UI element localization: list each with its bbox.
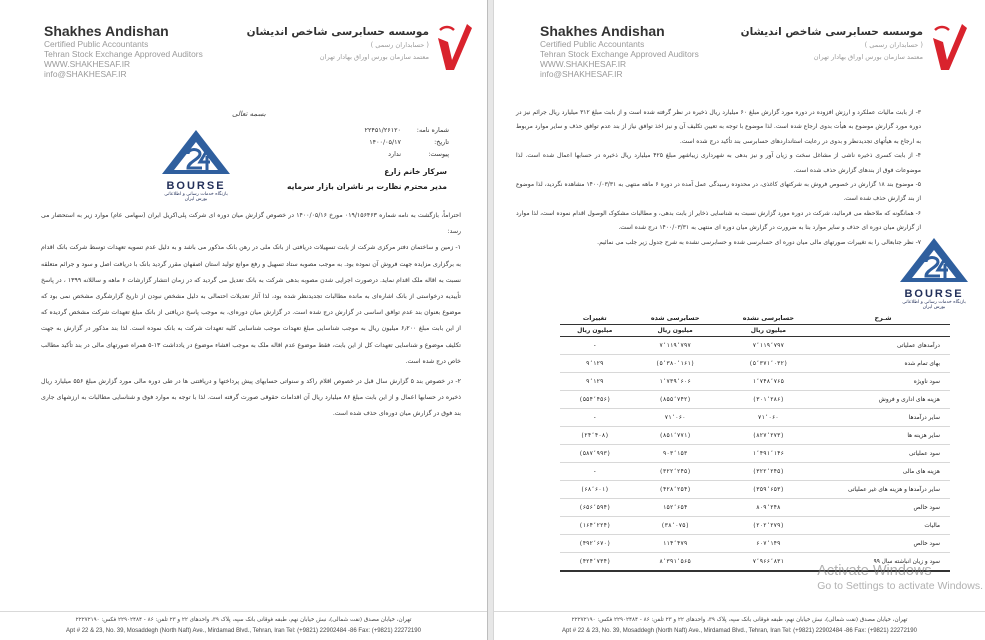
row-label: سایر درآمدها و هزینه های غیر عملیاتی bbox=[816, 481, 950, 499]
row-label: سایر درآمدها bbox=[816, 409, 950, 427]
firm-line: Certified Public Accountants bbox=[540, 39, 645, 49]
paragraph: ۱- زمین و ساختمان دفتر مرکزی شرکت از بابت تسهیلات دریافتی از بانک ملی در رهن بانک مذکور می باشد و به دلیل عدم تسویه تعهدات توسط شرکت بانک اقدام به برگزاری مزایده جهت فروش آن نموده بود. به موجب مصوبه ستاد تسهیل و رفع موانع تولید استان اصفهان مقرر گردید بانک با دریافت اصل و سود و جرائم متعلقه نسبت به اقاله ملک اقدام نماید. درصورت اجرایی شدن مصوبه بدهی شرکت به بانک تعدیل می گردید که در زمان انتشار گزارشات ۶ ماهه و ساللانه ۱۳۹۹ ، در پاسخ تأییدیه درخواستی از بانک اشاره‌ای به مانده مطالبات تجدیدنظر شده بود، لذا آثار تعدیلات احتمالی به دلیل مشخص نبودن از تاریخ گزارشگری مشخص نمی بود که موضوع بعنوان بند عدم توافق اساسی در گزارش درج شده است. در گزارش میان دوره‌ای، به موجب پاسخ دریافتی از بانک مبلغ تعهدات شرکت مشخص گردیده که از این بابت مبلغ ۶٫۲۰۰ میلیون ریال به موجب شناسایی مبلغ تعهدات موجب شناسایی کلیه تعهدات شرکت به بانک نموده است. لذا بند مذکور در گزارش به جهت تکلیف موضوع و شناسایی تعهدات کل از این بابت، فقط موضوع عدم اقاله ملک به موجب افشاء موضوع در یادداشت ۱۳-۵ همراه صورتهای مالی در بند تأکید مطالب خاص درج شده است. bbox=[41, 244, 461, 365]
meta-label: شماره نامه: bbox=[416, 126, 449, 134]
firm-logo-icon bbox=[434, 20, 474, 74]
table-header: حسابرسی نشده bbox=[721, 312, 816, 325]
firm-approved-fa: معتمد سازمان بورس اوراق بهادار تهران bbox=[319, 53, 429, 61]
row-value: ۱٬۷۴۸٬۷۶۵ bbox=[721, 373, 816, 391]
bourse-word: BOURSE bbox=[166, 180, 226, 192]
row-value: - bbox=[560, 337, 630, 355]
footer-address-en: Apt # 22 & 23, No. 39, Mosaddegh (North Naft) Ave., Mirdamad Blvd., Tehran, Iran Tel: (+9821) 22902484 -86 Fax: (+9821) 22272190 bbox=[562, 628, 917, 634]
bismillah: بسمه تعالی bbox=[232, 110, 266, 118]
table-header: حسابرسی شده bbox=[630, 312, 721, 325]
row-value: ۹۰۳٬۱۵۳ bbox=[630, 445, 721, 463]
row-label: سود خالص bbox=[816, 535, 950, 553]
table-header-row bbox=[560, 312, 950, 325]
row-label: بهای تمام شده bbox=[816, 355, 950, 373]
row-value: ۸٬۳۹۱٬۵۶۵ bbox=[630, 553, 721, 572]
letter-body-continued bbox=[516, 106, 921, 250]
row-label: هزینه های مالی bbox=[816, 463, 950, 481]
row-value: (۳۲۲٬۲۴۵) bbox=[721, 463, 816, 481]
firm-subtitle-fa: ( حسابداران رسمی ) bbox=[864, 41, 923, 49]
row-value: ۷٬۹۶۶٬۸۳۱ bbox=[721, 553, 816, 572]
bourse-subtitle: بازنگاه خدمات رسانی و اطلاعاتی بورس ایران bbox=[902, 300, 966, 310]
firm-line: Tehran Stock Exchange Approved Auditors bbox=[540, 49, 699, 59]
table-row bbox=[560, 409, 950, 427]
firm-email: info@SHAKHESAF.IR bbox=[540, 69, 623, 79]
row-value: ۹٬۱۲۹ bbox=[560, 373, 630, 391]
row-value: ۱۱۴٬۴۷۹ bbox=[630, 535, 721, 553]
row-value: (۲۰۲٬۲۷۹) bbox=[721, 517, 816, 535]
row-value: (۵۸۷٬۹۹۳) bbox=[560, 445, 630, 463]
firm-website: WWW.SHAKHESAF.IR bbox=[44, 59, 131, 69]
row-value: ۷۱٬۰۶۰ bbox=[721, 409, 816, 427]
row-value: (۸۵۵٬۷۴۲) bbox=[630, 391, 721, 409]
row-value: ۸۰۹٬۲۴۸ bbox=[721, 499, 816, 517]
paragraph: ۶- همانگونه که ملاحظه می فرمائید، شرکت در دوره مورد گزارش نسبت به شناسایی ذخایر از بابت بدهی، و مطالبات مشکوک الوصول اقدام نموده است، لذا موارد از گزارش میان دوره ای حذف و سایر موارد بنا به ضرورت در گزارش میان دوره ای منتهی به ۱۴۰۰/۰۳/۳۱ درج شده است. bbox=[516, 209, 921, 232]
row-value: ۶۰۷٬۱۴۹ bbox=[721, 535, 816, 553]
paragraph: ۳- از بابت مالیات عملکرد و ارزش افزوده در دوره مورد گزارش مبلغ ۶۰ میلیارد ریال ذخیره در نظر گرفته شده است و از بابت مبلغ ۳۱۲ میلیارد ریال جرائم نیز در دوره مورد گزارش موضوع به هیأت بدوی ارجاع شده است. لذا موضوع با توجه به تعیین تکلیف آن و نیز اخذ توافق نیاز از بند عدم توافق حذف و سایر موارد مربوط به ارجاع به هیأتهای تجدیدنظر و بدوی در رعایت استانداردهای حسابرسی بند تأکید درج شده است. bbox=[516, 109, 921, 145]
row-label: هزینه های اداری و فروش bbox=[816, 391, 950, 409]
footer-address-fa: تهران، خیابان مصدق (نفت شمالی)، نبش خیابان نهم، طبقه فوقانی بانک سپه، پلاک ۳۹، واحدهای ۲۲ و ۲۳ تلفن: ۸۶ - ۲۲۹۰۲۴۸۴ فکس: ۲۲۲۷۲۱۹۰ bbox=[75, 617, 412, 623]
row-value: ۷۱٬۰۶۰ bbox=[630, 409, 721, 427]
table-row bbox=[560, 391, 950, 409]
firm-line: Tehran Stock Exchange Approved Auditors bbox=[44, 49, 203, 59]
row-value: (۳۸٬۰۷۵) bbox=[630, 517, 721, 535]
footer-address-fa: تهران، خیابان مصدق (نفت شمالی)، نبش خیابان نهم، طبقه فوقانی بانک سپه، پلاک ۳۹، واحدهای ۲۲ و ۲۳ تلفن: ۸۶ - ۲۲۹۰۲۴۸۴ فکس: ۲۲۲۷۲۱۹۰ bbox=[571, 617, 908, 623]
bourse-word: BOURSE bbox=[904, 288, 964, 300]
table-header: شـرح bbox=[816, 312, 950, 325]
row-value: (۵٬۳۸۰٬۱۶۱) bbox=[630, 355, 721, 373]
letter-footer bbox=[0, 611, 487, 636]
meta-label: تاریخ: bbox=[434, 138, 449, 146]
letter-page-right bbox=[494, 0, 985, 640]
row-value: (۴۹۲٬۶۷۰) bbox=[560, 535, 630, 553]
bourse-stamp bbox=[898, 236, 970, 308]
header-english bbox=[44, 23, 244, 79]
table-row bbox=[560, 337, 950, 355]
footer-address-en: Apt # 22 & 23, No. 39, Mosaddegh (North Naft) Ave., Mirdamad Blvd., Tehran, Iran Tel: (+9821) 22902484 -86 Fax: (+9821) 22272190 bbox=[66, 628, 421, 634]
watermark-title: Activate Windows bbox=[817, 563, 932, 579]
row-value: (۱۶۴٬۲۲۴) bbox=[560, 517, 630, 535]
row-value: - bbox=[560, 409, 630, 427]
header-persian bbox=[723, 25, 923, 63]
financial-changes-table bbox=[560, 312, 950, 572]
table-row bbox=[560, 535, 950, 553]
letter-footer bbox=[494, 611, 985, 636]
row-value: ۱۵۲٬۶۵۴ bbox=[630, 499, 721, 517]
paragraph: ۲- در خصوص بند ۵ گزارش سال قبل در خصوص اقلام راکد و سنواتی حسابهای پیش پرداختها و دریافتنی ها در طی دوره مالی مورد گزارش مبلغ ۵۵۶ میلیارد ریال ذخیره در حسابها اعمال و از این بابت مبلغ ۸۶ میلیارد ریال آن اقدامات حقوقی صورت گرفته است. لذا با توجه به موارد فوق و شناسایی مطالبات به ارزشهای جاری بند فوق در گزارش میان دوره‌ای حذف شده است. bbox=[41, 378, 461, 418]
row-value: (۳۵۹٬۶۵۳) bbox=[721, 481, 816, 499]
row-value: (۶۵۶٬۵۹۴) bbox=[560, 499, 630, 517]
row-value: ۷٬۱۱۹٬۷۹۷ bbox=[721, 337, 816, 355]
paragraph: ۴- از بابت کسری ذخیره ناشی از مشاغل سخت و زیان آور و نیز بدهی به شهرداری زیباشهر مبلغ ۴۲۵ میلیارد ریال ذخیره در حسابها اعمال شده است. لذا موضوعات فوق از بندهای گزارش حذف شده است. bbox=[516, 152, 921, 174]
firm-subtitle-fa: ( حسابداران رسمی ) bbox=[370, 41, 429, 49]
table-row bbox=[560, 373, 950, 391]
row-value: (۲۴٬۴۰۸) bbox=[560, 427, 630, 445]
firm-name-en: Shakhes Andishan bbox=[540, 23, 665, 39]
row-value: (۸۵۱٬۷۷۱) bbox=[630, 427, 721, 445]
table-header-blank bbox=[816, 325, 950, 337]
row-value: - bbox=[560, 463, 630, 481]
row-value: (۳۲۲٬۲۴۵) bbox=[630, 463, 721, 481]
addressee bbox=[287, 164, 447, 194]
table-unit: میلیون ریال bbox=[721, 325, 816, 337]
letter-page-left bbox=[0, 0, 487, 640]
row-value: (۴۲۴٬۷۳۴) bbox=[560, 553, 630, 572]
table-units-row bbox=[560, 325, 950, 337]
firm-website: WWW.SHAKHESAF.IR bbox=[540, 59, 627, 69]
firm-email: info@SHAKHESAF.IR bbox=[44, 69, 127, 79]
table-header: تغییرات bbox=[560, 312, 630, 325]
firm-line: Certified Public Accountants bbox=[44, 39, 149, 49]
header-english bbox=[540, 23, 740, 79]
firm-logo-icon bbox=[929, 20, 969, 74]
table-unit: میلیون ریال bbox=[630, 325, 721, 337]
paragraph: احتراماً، بازگشت به نامه شماره ۰۱۹/۱۵۶۴۶۳ مورخ ۱۴۰۰/۰۵/۱۶ در خصوص گزارش میان دوره ای شرکت پلی‌اکریل ایران (سهامی عام) موارد زیر به استحضار می رسد: bbox=[41, 212, 461, 236]
row-label: سود و زیان انباشته سال ۹۹ bbox=[816, 553, 950, 572]
row-value: ۹٬۱۲۹ bbox=[560, 355, 630, 373]
table-row bbox=[560, 427, 950, 445]
header-persian bbox=[229, 25, 429, 63]
row-value: ۷٬۱۱۹٬۷۹۷ bbox=[630, 337, 721, 355]
table-row bbox=[560, 445, 950, 463]
row-label: سود خالص bbox=[816, 499, 950, 517]
row-value: (۳۰۱٬۲۸۶) bbox=[721, 391, 816, 409]
meta-value: ۱۴۰۰/۰۵/۱۷ bbox=[369, 138, 401, 146]
table-row bbox=[560, 499, 950, 517]
meta-label: پیوست: bbox=[428, 150, 449, 158]
firm-approved-fa: معتمد سازمان بورس اوراق بهادار تهران bbox=[813, 53, 923, 61]
activate-windows-watermark bbox=[817, 562, 983, 592]
meta-value: ۲۲۴۵۱/۲۶۱۲۰ bbox=[364, 126, 401, 134]
row-value: ۱٬۴۹۱٬۱۴۶ bbox=[721, 445, 816, 463]
letter-body bbox=[41, 208, 461, 423]
page-divider bbox=[487, 0, 494, 640]
row-value: (۵٬۳۷۱٬۰۳۲) bbox=[721, 355, 816, 373]
addressee-title: مدیر محترم نظارت بر ناشران بازار سرمایه bbox=[287, 182, 447, 191]
firm-name-en: Shakhes Andishan bbox=[44, 23, 169, 39]
firm-name-fa: موسسه حسابرسی شاخص اندیشان bbox=[740, 26, 923, 38]
paragraph: ۷- نظر جنابعالی را به تغییرات صورتهای مالی میان دوره ای حسابرسی شده و حسابرسی نشده به شرح جدول زیر جلب می نمائیم. bbox=[597, 238, 921, 246]
bourse-subtitle: بازنگاه خدمات رسانی و اطلاعاتی بورس ایران bbox=[164, 192, 228, 202]
row-label: سود ناویژه bbox=[816, 373, 950, 391]
row-value: (۸۲۷٬۲۷۳) bbox=[721, 427, 816, 445]
row-value: (۵۵۴٬۴۵۶) bbox=[560, 391, 630, 409]
row-label: درآمدهای عملیاتی bbox=[816, 337, 950, 355]
row-label: مالیات bbox=[816, 517, 950, 535]
meta-value: ندارد bbox=[388, 150, 401, 158]
watermark-subtitle: Go to Settings to activate Windows. bbox=[817, 580, 983, 592]
firm-name-fa: موسسه حسابرسی شاخص اندیشان bbox=[246, 26, 429, 38]
paragraph: ۵- موضوع بند ۱۸ گزارش در خصوص فروش به شرکتهای کاغذی، در محدوده رسیدگی عمل آمده در دوره ۶ ماهه منتهی به ۱۴۰۰/۰۳/۳۱ مشاهده نگردید، لذا موضوع از بند گزارش حذف شده است. bbox=[516, 181, 921, 203]
bourse-stamp bbox=[160, 128, 232, 200]
row-label: سایر هزینه ها bbox=[816, 427, 950, 445]
table-unit: میلیون ریال bbox=[560, 325, 630, 337]
row-value: (۴۲۸٬۲۵۴) bbox=[630, 481, 721, 499]
table-body bbox=[560, 337, 950, 572]
table-row bbox=[560, 355, 950, 373]
row-value: (۶۸٬۶۰۱) bbox=[560, 481, 630, 499]
table-row bbox=[560, 517, 950, 535]
table-row bbox=[560, 481, 950, 499]
letter-meta bbox=[365, 124, 449, 160]
bourse-logo-icon bbox=[898, 236, 970, 284]
addressee-name: سرکار خانم زارع bbox=[384, 167, 447, 176]
table-row bbox=[560, 463, 950, 481]
row-label: سود عملیاتی bbox=[816, 445, 950, 463]
row-value: ۱٬۷۳۹٬۶۰۶ bbox=[630, 373, 721, 391]
bourse-logo-icon bbox=[160, 128, 232, 176]
